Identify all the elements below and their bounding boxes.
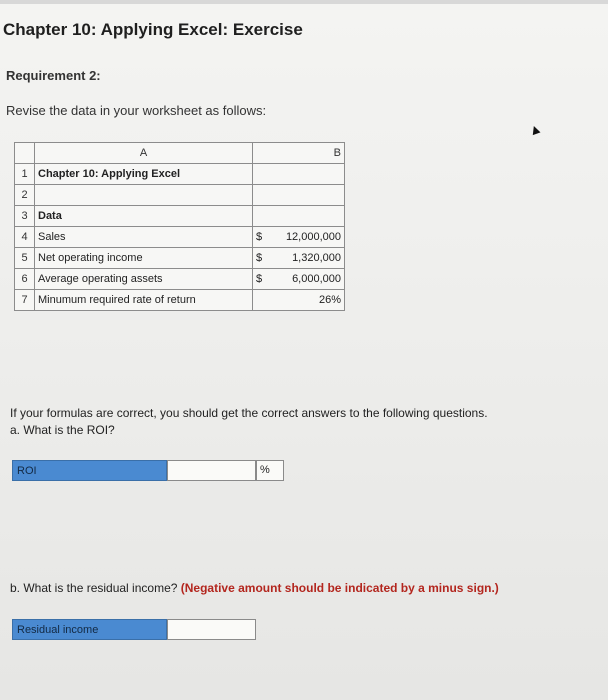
page-title: Chapter 10: Applying Excel: Exercise — [3, 20, 303, 39]
roi-label: ROI — [12, 460, 167, 481]
cell-a: Minumum required rate of return — [35, 290, 253, 311]
table-row — [15, 269, 345, 290]
cell-value: 1,320,000 — [292, 252, 341, 264]
row-number: 2 — [15, 185, 35, 206]
intro-text: If your formulas are correct, you should get the correct answers to the following questions. — [10, 406, 488, 420]
cell-b — [253, 206, 345, 227]
cell-a: Chapter 10: Applying Excel — [35, 164, 253, 185]
column-header-row — [15, 143, 345, 164]
column-header-b: B — [253, 143, 345, 164]
cell-a — [35, 185, 253, 206]
row-number: 6 — [15, 269, 35, 290]
cell-value: 6,000,000 — [292, 273, 341, 285]
table-row — [15, 248, 345, 269]
corner-cell — [15, 143, 35, 164]
row-number: 3 — [15, 206, 35, 227]
cell-value: 12,000,000 — [285, 231, 341, 243]
residual-income-input[interactable] — [167, 619, 256, 640]
cell-b — [253, 227, 345, 248]
worksheet-table — [14, 142, 345, 311]
question-b — [10, 581, 499, 595]
table-row — [15, 164, 345, 185]
cell-b — [253, 164, 345, 185]
mouse-cursor-icon: ▲ — [525, 119, 545, 139]
requirement-heading: Requirement 2: — [6, 68, 101, 83]
row-number: 5 — [15, 248, 35, 269]
row-number: 7 — [15, 290, 35, 311]
row-number: 4 — [15, 227, 35, 248]
currency-symbol: $ — [256, 252, 263, 264]
cell-b: 26% — [253, 290, 345, 311]
residual-income-label: Residual income — [12, 619, 167, 640]
currency-symbol: $ — [256, 231, 263, 243]
table-row — [15, 185, 345, 206]
cell-a: Data — [35, 206, 253, 227]
currency-symbol: $ — [256, 273, 263, 285]
row-number: 1 — [15, 164, 35, 185]
roi-percent-unit: % — [256, 460, 284, 481]
table-row — [15, 290, 345, 311]
question-a: a. What is the ROI? — [10, 423, 115, 437]
top-border — [0, 0, 608, 4]
cell-b — [253, 248, 345, 269]
question-b-note: (Negative amount should be indicated by a minus sign.) — [180, 581, 499, 595]
roi-input[interactable] — [167, 460, 256, 481]
cell-b — [253, 269, 345, 290]
cell-a: Sales — [35, 227, 253, 248]
table-row — [15, 206, 345, 227]
cell-a: Average operating assets — [35, 269, 253, 290]
cell-b — [253, 185, 345, 206]
column-header-a: A — [35, 143, 253, 164]
question-b-text: b. What is the residual income? — [10, 581, 178, 595]
table-row — [15, 227, 345, 248]
instruction-text: Revise the data in your worksheet as follows: — [6, 103, 267, 118]
cell-a: Net operating income — [35, 248, 253, 269]
